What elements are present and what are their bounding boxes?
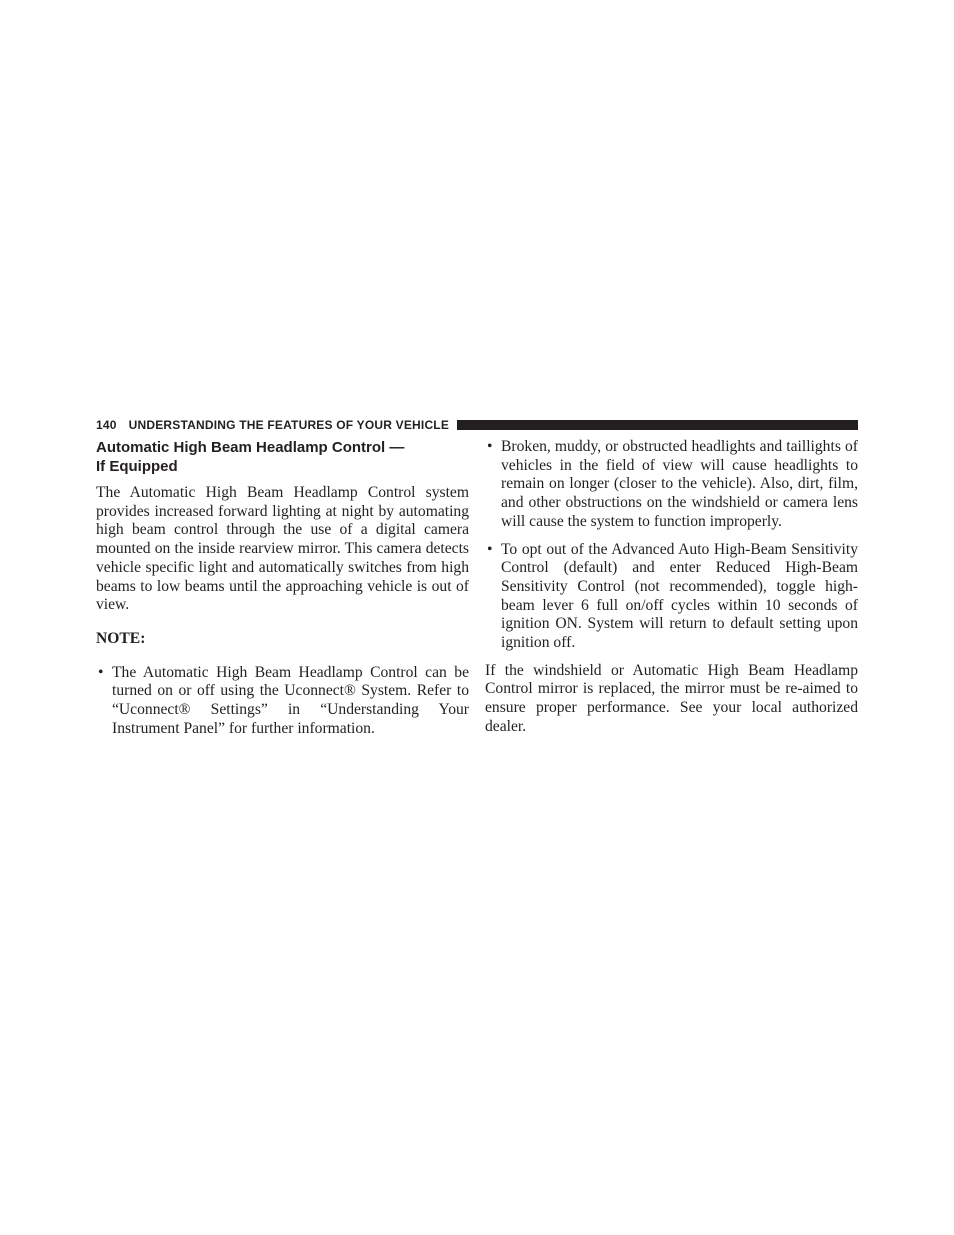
intro-paragraph: The Automatic High Beam Headlamp Control system provides increased forward lighting at night by automating high beam control through the use of a digital camera mounted on the inside rearview mirror. This camera detects vehicle specific light and automatically switches from high beams to low beams until the approaching vehicle is out of view. [96,484,469,614]
section-title: UNDERSTANDING THE FEATURES OF YOUR VEHICLE [128,417,450,432]
right-bullet-list [485,438,858,653]
left-column [96,438,469,747]
note-bullet-list [96,664,469,739]
bullet-icon: • [487,438,493,455]
page-number: 140 [96,417,117,432]
list-item-text: Broken, muddy, or obstructed headlights and taillights of vehicles in the field of view will cause headlights to remain on longer (closer to the vehicle). Also, dirt, film, and other obstructions on the windshield or camera lens will cause the system to function improperly. [501,438,858,530]
header-rule-bar [457,420,858,430]
right-column [485,438,858,737]
note-label: NOTE: [96,629,146,647]
list-item [485,438,858,532]
list-item-text: To opt out of the Advanced Auto High-Beam Sensitivity Control (default) and enter Reduced High-Beam Sensitivity Control (not recommended), toggle high-beam lever 6 full on/off cycles within 10 seconds of ignition ON. System will return to default setting upon ignition off. [501,540,858,652]
bullet-icon: • [98,663,104,681]
closing-paragraph: If the windshield or Automatic High Beam Headlamp Control mirror is replaced, the mirror must be re-aimed to ensure proper performance. See your local authorized dealer. [485,661,858,735]
list-item [96,664,469,739]
bullet-icon: • [487,540,493,558]
list-item [485,541,858,653]
section-heading-line2: If Equipped [96,458,178,475]
page-header [96,417,858,432]
section-heading-line1: Automatic High Beam Headlamp Control — [96,439,405,456]
section-heading [96,438,469,476]
list-item-text: The Automatic High Beam Headlamp Control can be turned on or off using the Uconnect® System. Refer to “Uconnect® Settings” in “Understanding Your Instrument Panel” for further information. [112,663,469,737]
